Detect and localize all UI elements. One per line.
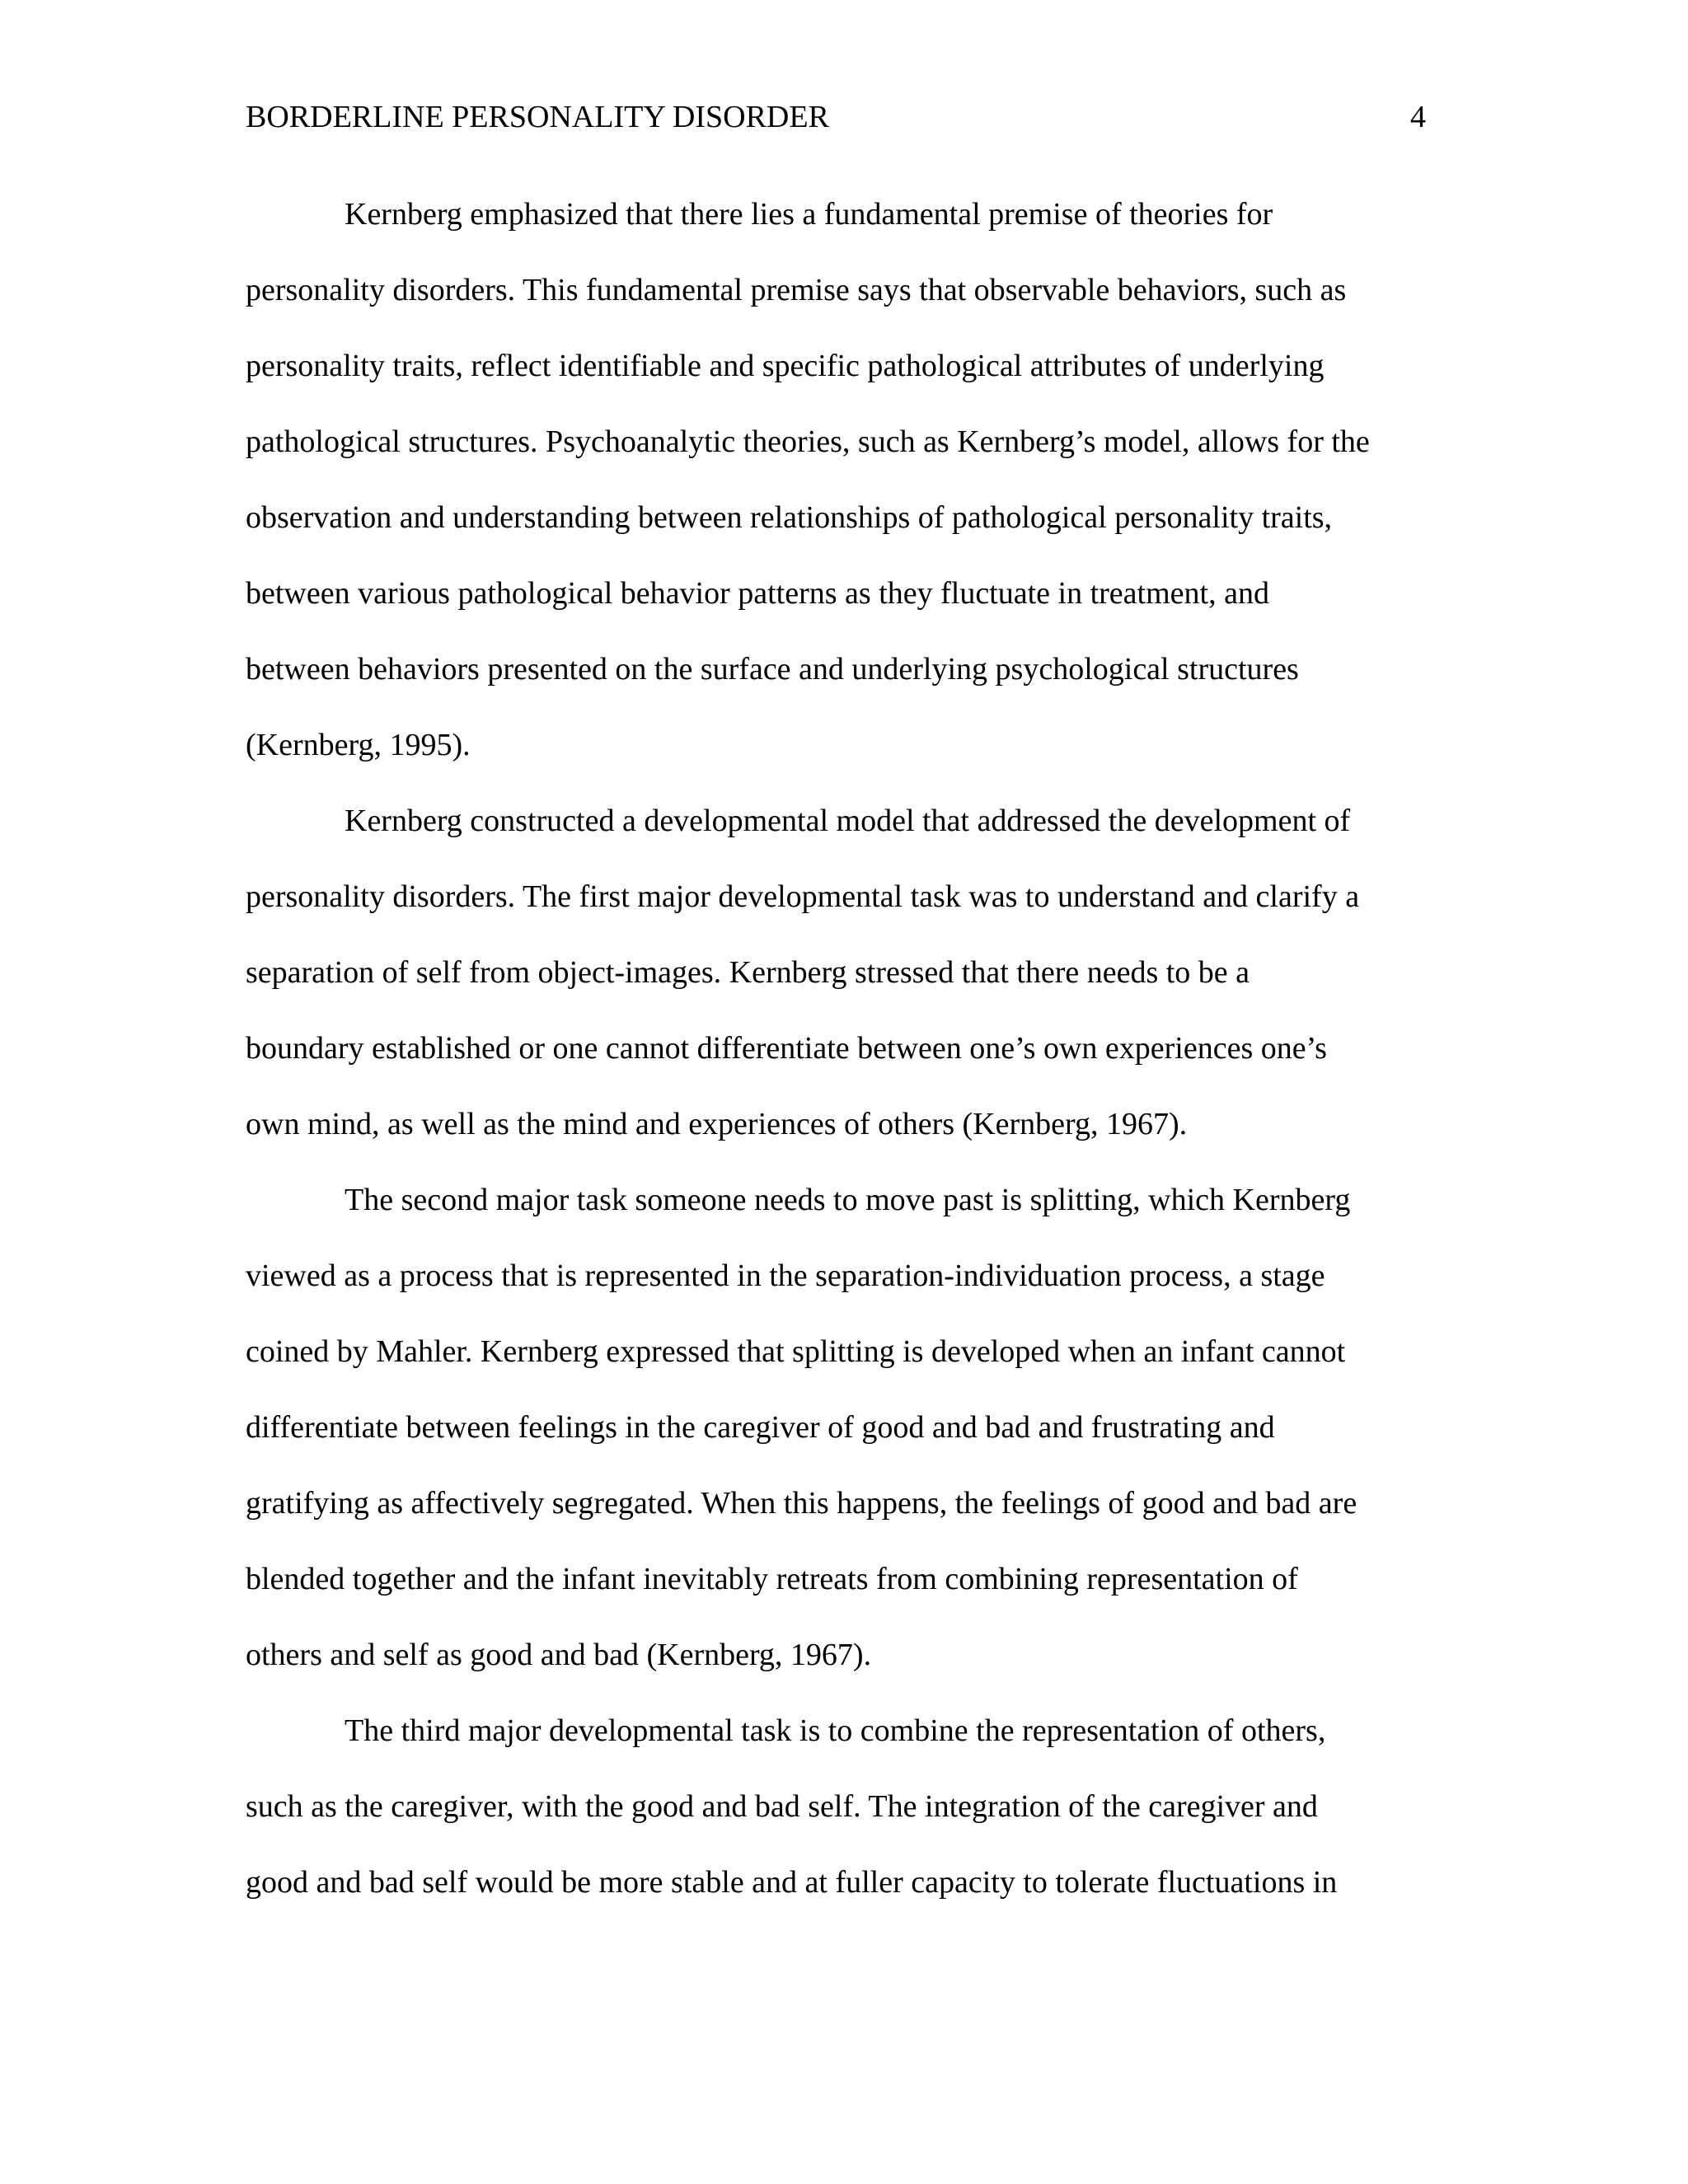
paragraph-1-line-4: pathological structures. Psychoanalytic theories, such as Kernberg’s model, allows for the [246,424,1370,459]
paragraph-4-line-2: such as the caregiver, with the good and bad self. The integration of the caregiver and [246,1789,1318,1824]
paragraph-1-line-3: personality traits, reflect identifiable and specific pathological attributes of underlying [246,349,1325,383]
paragraph-1-line-8: (Kernberg, 1995). [246,728,471,762]
paragraph-2-line-4: boundary established or one cannot differentiate between one’s own experiences one’s [246,1031,1327,1066]
paragraph-3-line-1: The second major task someone needs to move past is splitting, which Kernberg [345,1183,1351,1217]
paragraph-2-line-5: own mind, as well as the mind and experiences of others (Kernberg, 1967). [246,1107,1188,1141]
paragraph-1-line-6: between various pathological behavior patterns as they fluctuate in treatment, and [246,576,1269,611]
paragraph-3-line-5: gratifying as affectively segregated. When this happens, the feelings of good and bad are [246,1486,1357,1521]
paragraph-2-line-1: Kernberg constructed a developmental model that addressed the development of [345,804,1351,838]
paragraph-3-line-3: coined by Mahler. Kernberg expressed that splitting is developed when an infant cannot [246,1334,1346,1369]
running-head-title: BORDERLINE PERSONALITY DISORDER [246,100,829,134]
paragraph-1-line-7: between behaviors presented on the surface and underlying psychological structures [246,652,1299,687]
paragraph-4-line-1: The third major developmental task is to combine the representation of others, [345,1713,1326,1748]
page-number: 4 [1410,100,1426,134]
paragraph-1-line-5: observation and understanding between relationships of pathological personality traits, [246,500,1333,535]
paragraph-4-line-3: good and bad self would be more stable and at fuller capacity to tolerate fluctuations in [246,1865,1338,1900]
paragraph-1-line-2: personality disorders. This fundamental premise says that observable behaviors, such as [246,273,1347,307]
paragraph-2-line-3: separation of self from object-images. Kernberg stressed that there needs to be a [246,955,1250,990]
running-head [246,92,1426,142]
paragraph-3-line-4: differentiate between feelings in the caregiver of good and bad and frustrating and [246,1410,1275,1445]
paragraph-3-line-2: viewed as a process that is represented in the separation-individuation process, a stage [246,1258,1325,1293]
paragraph-3-line-6: blended together and the infant inevitably retreats from combining representation of [246,1562,1298,1596]
paragraph-3-line-7: others and self as good and bad (Kernberg, 1967). [246,1638,872,1672]
paragraph-1-line-1: Kernberg emphasized that there lies a fundamental premise of theories for [345,197,1273,232]
paragraph-2-line-2: personality disorders. The first major developmental task was to understand and clarify a [246,879,1360,914]
